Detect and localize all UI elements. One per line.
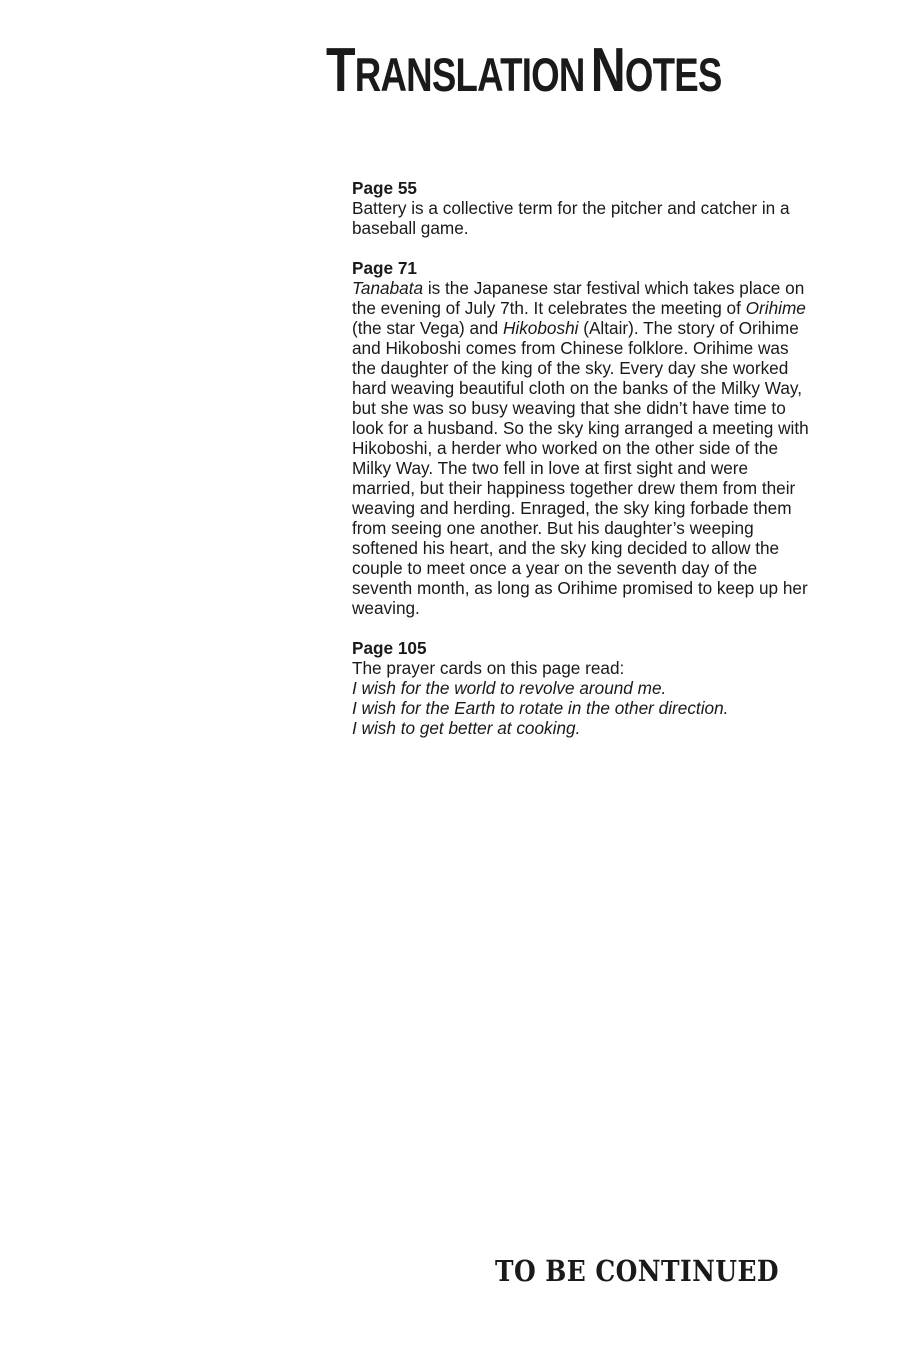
title-rest-notes: OTES (624, 48, 722, 101)
note-heading: Page 105 (352, 638, 427, 658)
to-be-continued: TO BE CONTINUED (495, 1254, 779, 1288)
translation-notes-list (352, 178, 812, 758)
note-body (352, 278, 812, 618)
note-page-71 (352, 258, 812, 618)
prayer-card-wish: I wish for the Earth to rotate in the other direction. (352, 698, 729, 718)
title-rest-translation: RANSLATION (354, 48, 585, 101)
note-page-105 (352, 638, 812, 738)
prayer-card-wish: I wish to get better at cooking. (352, 718, 581, 738)
note-body: Battery is a collective term for the pitcher and catcher in a baseball game. (352, 198, 790, 238)
note-text-segment: (the star Vega) and (352, 318, 503, 338)
prayer-card-wish: I wish for the world to revolve around me. (352, 678, 667, 698)
note-intro: The prayer cards on this page read: (352, 658, 625, 678)
note-page-55 (352, 178, 812, 238)
term-tanabata: Tanabata (352, 278, 424, 298)
page-title (326, 36, 722, 105)
note-heading: Page 55 (352, 178, 417, 198)
note-body (352, 658, 812, 738)
note-text-segment: (Altair). The story of Orihime and Hikoboshi comes from Chinese folklore. Orihime was the daughter of the king of the sky. Every day she worked hard weaving beautiful cloth on the banks of the Milky Way, but she was so busy weaving that she didn’t have time to look for a husband. So the sky king arranged a meeting with Hikoboshi, a herder who worked on the other side of the Milky Way. The two fell in love at first sight and were married, but their happiness together drew them from their weaving and herding. Enraged, the sky king forbade them from seeing one another. But his daughter’s weeping softened his heart, and the sky king decided to allow the couple to meet once a year on the seventh day of the seventh month, as long as Orihime promised to keep up her weaving. (352, 318, 809, 618)
note-heading: Page 71 (352, 258, 417, 278)
term-orihime: Orihime (745, 298, 806, 318)
term-hikoboshi: Hikoboshi (502, 318, 579, 338)
title-initial-n: N (590, 36, 625, 105)
note-text-segment: is the Japanese star festival which takes place on the evening of July 7th. It celebrates the meeting of (352, 278, 805, 318)
title-initial-t: T (326, 36, 355, 105)
